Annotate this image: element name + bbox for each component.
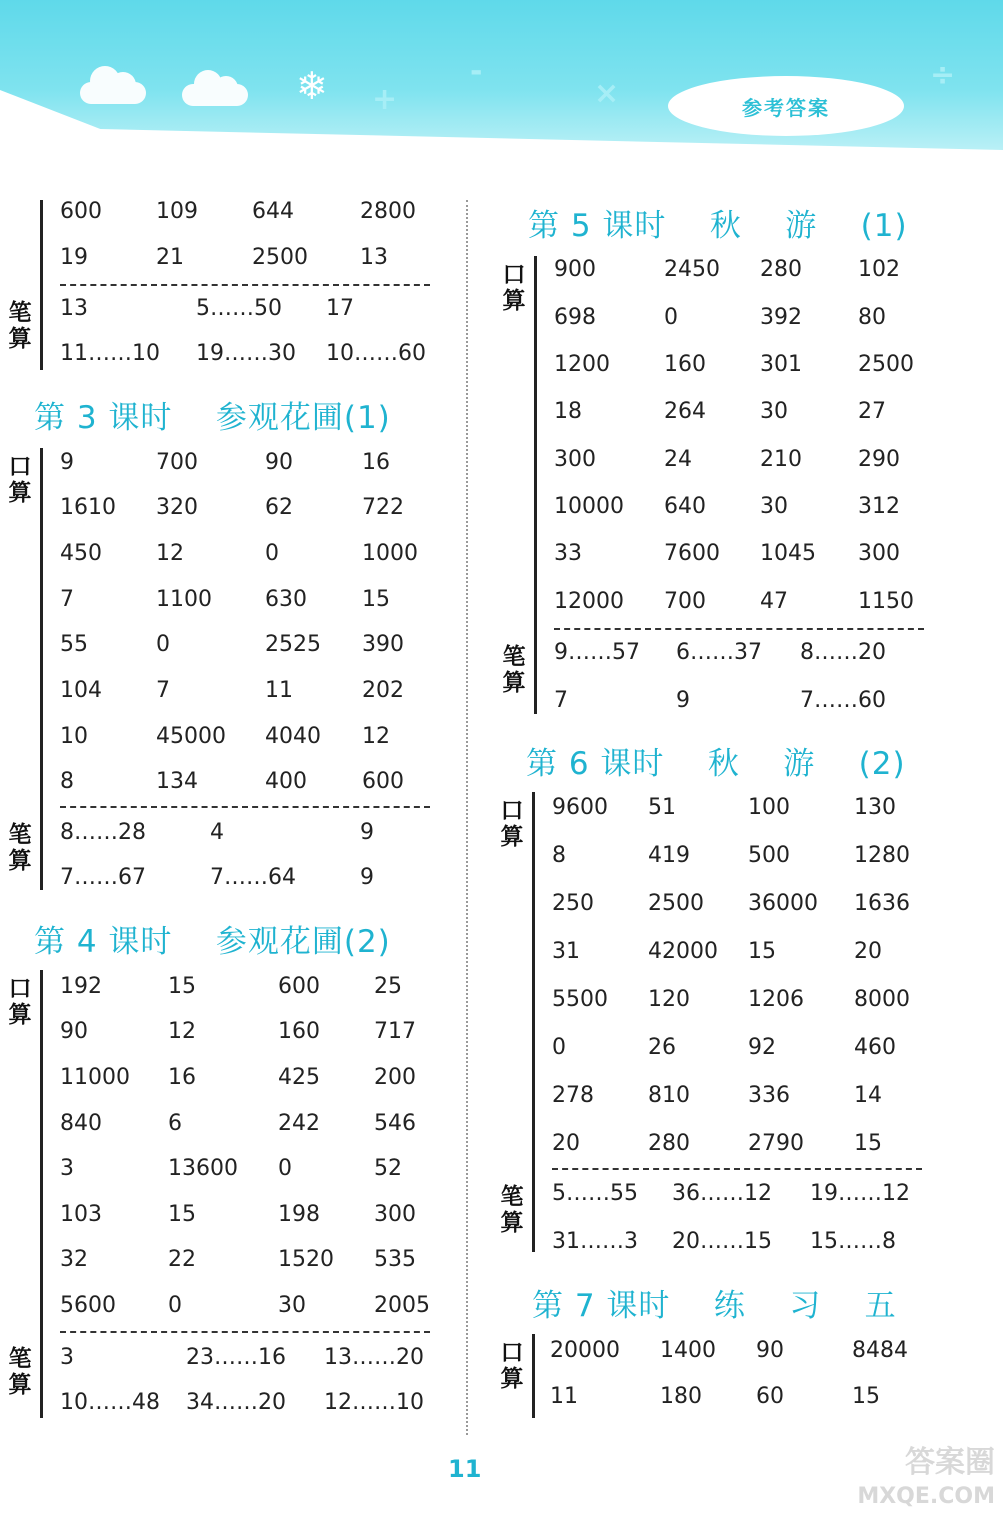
answer-value: 198 [278,1202,320,1227]
answer-value: 12……10 [324,1390,424,1415]
answer-value: 0 [265,541,279,566]
answer-value: 4040 [265,724,321,749]
answer-value: 100 [748,795,790,820]
answer-value: 90 [60,1019,88,1044]
answer-value: 19……12 [810,1181,910,1206]
answer-value: 32 [60,1247,88,1272]
answer-value: 62 [265,495,293,520]
answer-value: 21 [156,245,184,270]
answer-value: 2525 [265,632,321,657]
answer-value: 33 [554,541,582,566]
answer-value: 7 [60,587,74,612]
answer-value: 34……20 [186,1390,286,1415]
answer-value: 13……20 [324,1345,424,1370]
answer-value: 13 [60,296,88,321]
watermark [857,1446,995,1514]
answer-value: 130 [854,795,896,820]
answer-value: 9 [676,688,690,713]
answer-value: 535 [374,1247,416,1272]
answer-value: 10000 [554,494,624,519]
answer-value: 1400 [660,1338,716,1363]
oral-calc-label: 口算 [8,454,32,506]
answer-value: 45000 [156,724,226,749]
answer-value: 192 [60,974,102,999]
answer-value: 24 [664,447,692,472]
lesson-6-heading: 第 6 课时 秋 游 (2) [526,746,906,782]
answer-value: 264 [664,399,706,424]
column-divider [466,200,468,1435]
answer-value: 300 [374,1202,416,1227]
answer-value: 11……10 [60,341,160,366]
answer-value: 26 [648,1035,676,1060]
answer-value: 390 [362,632,404,657]
plus-icon: + [372,82,398,117]
answer-value: 47 [760,589,788,614]
answer-value: 0 [664,305,678,330]
answer-value: 5600 [60,1293,116,1318]
answer-value: 10……48 [60,1390,160,1415]
answer-value: 2500 [648,891,704,916]
oral-calc-label: 口算 [500,1340,524,1392]
answer-value: 1200 [554,352,610,377]
answer-value: 17 [326,296,354,321]
answer-value: 419 [648,843,690,868]
answer-value: 5……55 [552,1181,638,1206]
answer-value: 20000 [550,1338,620,1363]
answer-value: 11 [265,678,293,703]
written-calc-label: 笔算 [8,822,32,874]
answer-value: 2790 [748,1131,804,1156]
answer-value: 9 [360,865,374,890]
answer-value: 1636 [854,891,910,916]
answer-value: 200 [374,1065,416,1090]
answer-value: 2450 [664,257,720,282]
written-calc-label: 笔算 [500,1184,524,1236]
answer-value: 630 [265,587,307,612]
section-bar [40,200,43,370]
answer-value: 1280 [854,843,910,868]
answer-value: 12000 [554,589,624,614]
answer-value: 7……67 [60,865,146,890]
answer-value: 400 [265,769,307,794]
snowflake-icon: ❄ [296,64,328,108]
answer-value: 242 [278,1111,320,1136]
section-bar [40,970,43,1418]
answer-value: 5……50 [196,296,282,321]
answer-value: 210 [760,447,802,472]
dashed-separator [554,628,924,630]
answer-value: 109 [156,199,198,224]
answer-value: 12 [168,1019,196,1044]
answer-value: 60 [756,1384,784,1409]
answer-value: 0 [156,632,170,657]
oral-calc-label: 口算 [500,798,524,850]
answer-value: 546 [374,1111,416,1136]
answer-value: 280 [648,1131,690,1156]
answer-value: 698 [554,305,596,330]
answer-value: 600 [362,769,404,794]
answer-value: 320 [156,495,198,520]
answer-value: 180 [660,1384,702,1409]
answer-value: 6 [168,1111,182,1136]
answer-value: 11000 [60,1065,130,1090]
answer-value: 9……57 [554,640,640,665]
answer-value: 104 [60,678,102,703]
answer-value: 640 [664,494,706,519]
answer-value: 900 [554,257,596,282]
answer-value: 90 [756,1338,784,1363]
answer-value: 1000 [362,541,418,566]
answer-value: 20……15 [672,1229,772,1254]
minus-icon: - [470,54,483,89]
answer-value: 11 [550,1384,578,1409]
answer-value: 425 [278,1065,320,1090]
answer-value: 9 [60,450,74,475]
watermark-line-2: MXQE.COM [857,1484,995,1509]
page-number: 11 [448,1455,482,1483]
written-calc-label: 笔算 [8,1346,32,1398]
answer-value: 18 [554,399,582,424]
answer-value: 7……64 [210,865,296,890]
header-title-badge [668,76,904,136]
dashed-separator [60,1331,430,1333]
answer-value: 0 [278,1156,292,1181]
answer-value: 2005 [374,1293,430,1318]
answer-value: 6……37 [676,640,762,665]
answer-value: 717 [374,1019,416,1044]
answer-value: 2500 [858,352,914,377]
answer-value: 300 [858,541,900,566]
answer-value: 1610 [60,495,116,520]
answer-value: 700 [156,450,198,475]
answer-value: 312 [858,494,900,519]
oral-calc-label: 口算 [502,262,526,314]
answer-value: 500 [748,843,790,868]
answer-value: 23……16 [186,1345,286,1370]
written-calc-label: 笔算 [502,644,526,696]
answer-value: 250 [552,891,594,916]
section-bar [532,1334,535,1418]
answer-value: 16 [362,450,390,475]
answer-value: 810 [648,1083,690,1108]
answer-value: 2800 [360,199,416,224]
answer-value: 27 [858,399,886,424]
answer-value: 90 [265,450,293,475]
answer-value: 12 [362,724,390,749]
times-icon: × [594,76,620,111]
answer-value: 13 [360,245,388,270]
answer-value: 336 [748,1083,790,1108]
answer-value: 160 [664,352,706,377]
answer-value: 20 [854,939,882,964]
section-bar [40,448,43,890]
answer-value: 15 [168,974,196,999]
answer-value: 4 [210,820,224,845]
answer-value: 15 [362,587,390,612]
answer-value: 7……60 [800,688,886,713]
answer-value: 8484 [852,1338,908,1363]
answer-value: 1150 [858,589,914,614]
answer-value: 42000 [648,939,718,964]
answer-value: 8 [60,769,74,794]
answer-value: 1520 [278,1247,334,1272]
answer-value: 2500 [252,245,308,270]
answer-value: 7 [554,688,568,713]
answer-value: 19……30 [196,341,296,366]
answer-value: 30 [760,399,788,424]
answer-value: 16 [168,1065,196,1090]
dashed-separator [552,1168,922,1170]
watermark-line-1: 答案圈 [905,1445,995,1480]
answer-value: 8……20 [800,640,886,665]
answer-value: 13600 [168,1156,238,1181]
answer-value: 202 [362,678,404,703]
answer-value: 600 [278,974,320,999]
answer-value: 102 [858,257,900,282]
answer-value: 25 [374,974,402,999]
answer-value: 600 [60,199,102,224]
answer-value: 9 [360,820,374,845]
answer-value: 120 [648,987,690,1012]
answer-value: 55 [60,632,88,657]
answer-value: 9600 [552,795,608,820]
answer-value: 3 [60,1156,74,1181]
answer-value: 5500 [552,987,608,1012]
dashed-separator [60,284,430,286]
answer-value: 8000 [854,987,910,1012]
divide-icon: ÷ [930,58,956,93]
answer-value: 280 [760,257,802,282]
answer-value: 840 [60,1111,102,1136]
section-bar [532,792,535,1252]
answer-value: 51 [648,795,676,820]
header-title: 参考答案 [742,95,830,120]
answer-value: 15 [748,939,776,964]
lesson-5-heading: 第 5 课时 秋 游 (1) [528,208,908,244]
answer-value: 301 [760,352,802,377]
answer-value: 0 [168,1293,182,1318]
answer-value: 19 [60,245,88,270]
answer-value: 722 [362,495,404,520]
answer-value: 160 [278,1019,320,1044]
answer-value: 15 [168,1202,196,1227]
lesson-4-heading: 第 4 课时 参观花圃(2) [34,924,391,960]
answer-value: 36……12 [672,1181,772,1206]
answer-value: 52 [374,1156,402,1181]
answer-value: 14 [854,1083,882,1108]
dashed-separator [60,806,430,808]
answer-value: 30 [760,494,788,519]
answer-value: 8 [552,843,566,868]
answer-value: 290 [858,447,900,472]
answer-value: 7600 [664,541,720,566]
answer-value: 31 [552,939,580,964]
answer-value: 450 [60,541,102,566]
answer-value: 644 [252,199,294,224]
answer-value: 15 [852,1384,880,1409]
written-calc-label: 笔算 [8,300,32,352]
answer-value: 3 [60,1345,74,1370]
answer-value: 7 [156,678,170,703]
answer-value: 31……3 [552,1229,638,1254]
oral-calc-label: 口算 [8,976,32,1028]
lesson-7-heading: 第 7 课时 练 习 五 [532,1288,897,1324]
answer-value: 30 [278,1293,306,1318]
answer-value: 92 [748,1035,776,1060]
answer-value: 12 [156,541,184,566]
answer-value: 15……8 [810,1229,896,1254]
answer-value: 36000 [748,891,818,916]
answer-value: 1045 [760,541,816,566]
answer-value: 0 [552,1035,566,1060]
cloud-icon [80,82,146,104]
cloud-icon [182,84,248,106]
lesson-3-heading: 第 3 课时 参观花圃(1) [34,400,391,436]
answer-value: 392 [760,305,802,330]
answer-value: 10……60 [326,341,426,366]
answer-value: 8……28 [60,820,146,845]
answer-value: 460 [854,1035,896,1060]
answer-value: 134 [156,769,198,794]
answer-value: 22 [168,1247,196,1272]
answer-value: 278 [552,1083,594,1108]
answer-value: 1100 [156,587,212,612]
answer-value: 1206 [748,987,804,1012]
answer-value: 15 [854,1131,882,1156]
answer-value: 20 [552,1131,580,1156]
answer-value: 10 [60,724,88,749]
answer-value: 300 [554,447,596,472]
section-bar [534,256,537,714]
answer-value: 700 [664,589,706,614]
answer-value: 80 [858,305,886,330]
answer-value: 103 [60,1202,102,1227]
